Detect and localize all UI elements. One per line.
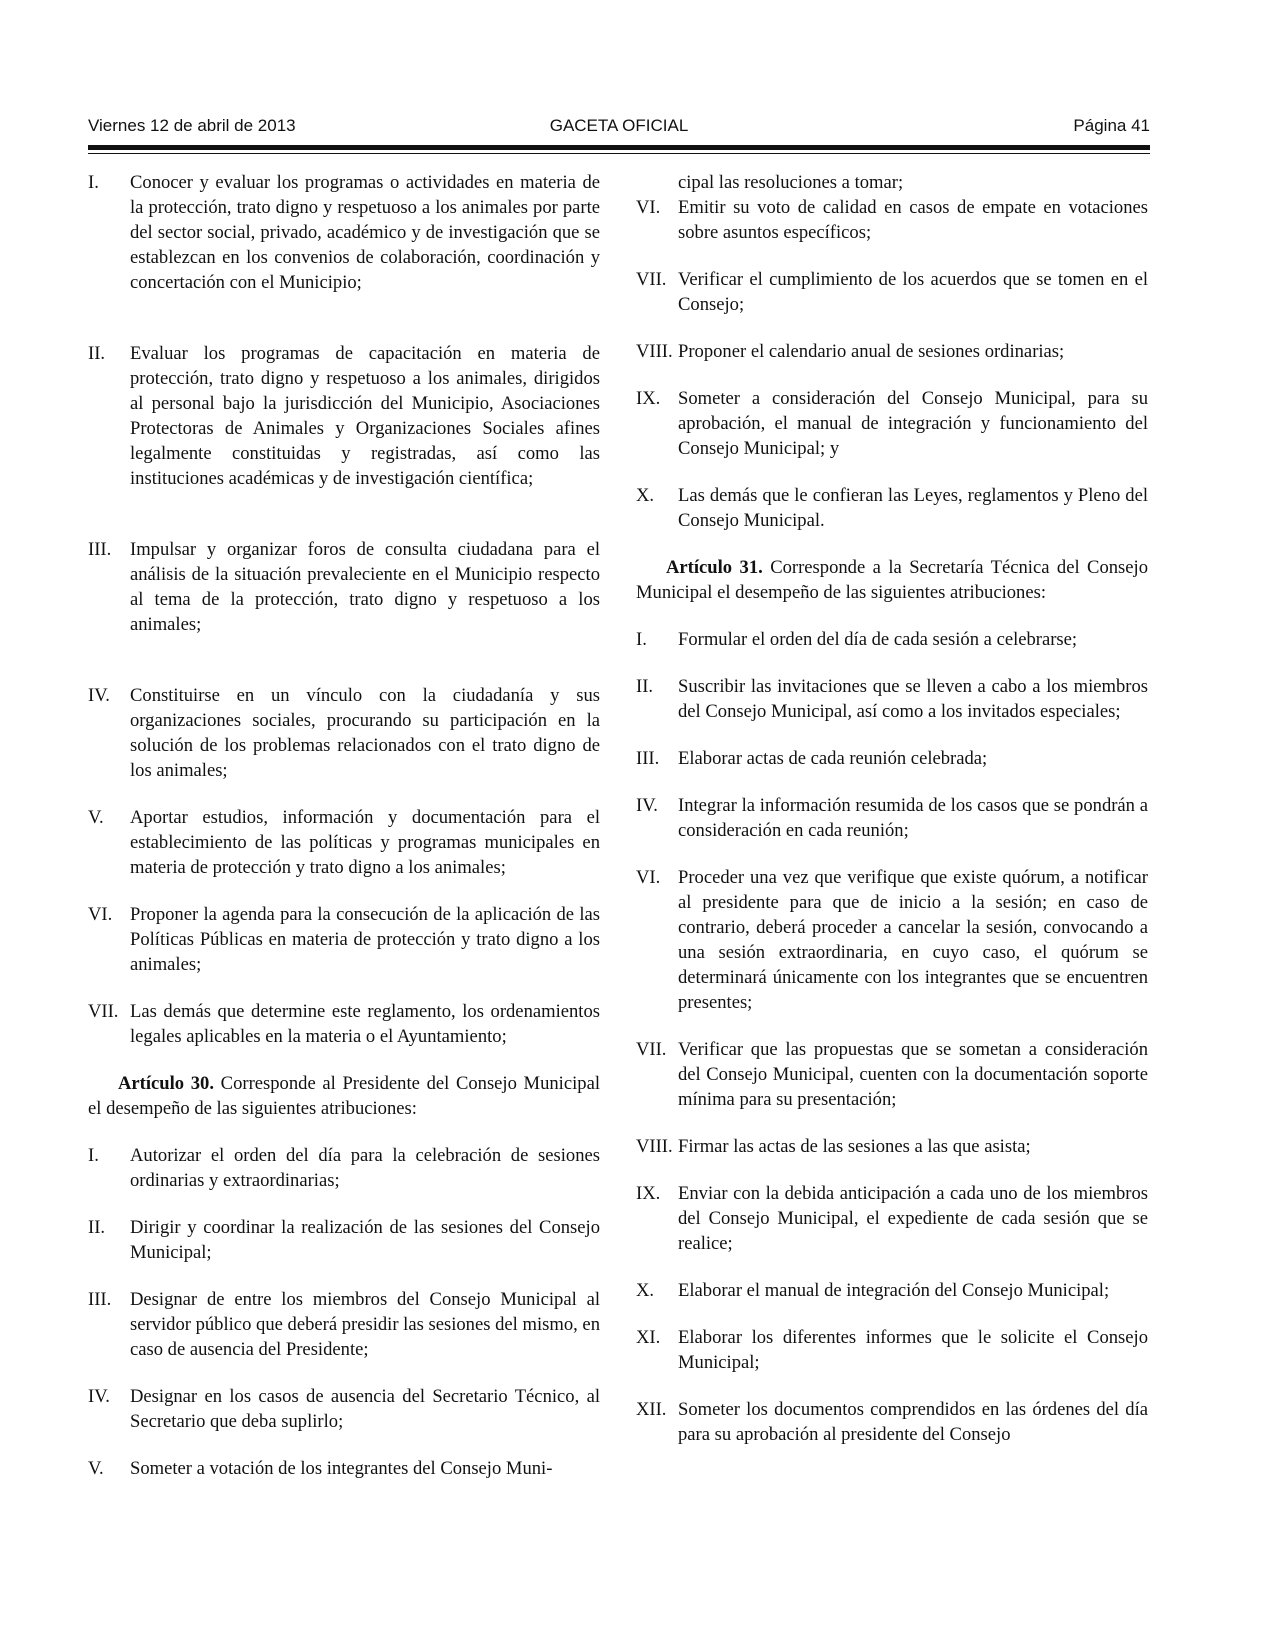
- article-30-paragraph: [88, 1071, 600, 1121]
- item-text: Designar en los casos de ausencia del Secretario Técnico, al Secretario que deba suplirlo;: [130, 1386, 600, 1432]
- item-text: Someter los documentos comprendidos en las órdenes del día para su aprobación al presidente del Consejo: [678, 1399, 1148, 1445]
- item-text: Formular el orden del día de cada sesión a celebrarse;: [678, 629, 1078, 650]
- item-text: Proponer la agenda para la consecución de la aplicación de las Políticas Públicas en materia de protección y trato digno a los animales;: [130, 904, 600, 975]
- item-number: XI.: [636, 1327, 661, 1348]
- list-item: [636, 1134, 1148, 1159]
- list-item: [88, 1215, 600, 1265]
- item-text: Proceder una vez que verifique que existe quórum, a notificar al presidente para que de inicio a la sesión; en caso de contrario, deberá proceder a cancelar la sesión, convocando a una sesión extraordinaria, en cuyo caso, el quórum se determinará únicamente con los integrantes que se encuentren presentes;: [678, 867, 1148, 1013]
- item-number: VII.: [88, 1001, 119, 1022]
- list-item: [636, 339, 1148, 364]
- item-text: Evaluar los programas de capacitación en materia de protección, trato digno y respetuoso a los animales, dirigidos al personal bajo la jurisdicción del Municipio, Asociaciones Protectoras de Animales y Organizaciones Sociales afines legalmente constituidas y registradas, así como las instituciones académicas y de investigación científica;: [130, 343, 600, 489]
- list-item: [88, 1143, 600, 1193]
- item-text: Verificar que las propuestas que se sometan a consideración del Consejo Municipal, cuenten con la documentación soporte mínima para su presentación;: [678, 1039, 1148, 1110]
- item-text: Elaborar actas de cada reunión celebrada;: [678, 748, 988, 769]
- list-item: [88, 902, 600, 977]
- item-text: Elaborar el manual de integración del Consejo Municipal;: [678, 1280, 1110, 1301]
- right-column: [636, 170, 1148, 1447]
- item-number: VI.: [88, 904, 113, 925]
- item-number: II.: [88, 1217, 106, 1238]
- item-text: Someter a votación de los integrantes del Consejo Muni-: [130, 1458, 553, 1479]
- item-text: Aportar estudios, información y documentación para el establecimiento de las políticas y programas municipales en materia de protección y trato digno a los animales;: [130, 807, 600, 878]
- list-item: [636, 746, 1148, 771]
- item-number: VII.: [636, 269, 667, 290]
- item-text: Dirigir y coordinar la realización de las sesiones del Consejo Municipal;: [130, 1217, 600, 1263]
- list-item: [636, 1181, 1148, 1256]
- article-31-paragraph: [636, 555, 1148, 605]
- item-number: VIII.: [636, 341, 673, 362]
- list-item: [636, 195, 1148, 245]
- page-header: [88, 116, 1150, 140]
- item-text: Conocer y evaluar los programas o actividades en materia de la protección, trato digno y respetuoso a los animales por parte del sector social, privado, académico y de investigación que se establezcan en los convenios de colaboración, coordinación y concertación con el Municipio;: [130, 172, 600, 293]
- item-number: I.: [88, 1145, 99, 1166]
- header-date: Viernes 12 de abril de 2013: [88, 116, 296, 135]
- list-item: [88, 170, 600, 295]
- item-number: VIII.: [636, 1136, 673, 1157]
- list-item: [88, 999, 600, 1049]
- article-31-text: Corresponde a la Secretaría Técnica del Consejo Municipal el desempeño de las siguientes atribuciones:: [636, 557, 1148, 603]
- item-text: Autorizar el orden del día para la celebración de sesiones ordinarias y extraordinarias;: [130, 1145, 600, 1191]
- item-number: VII.: [636, 1039, 667, 1060]
- header-title: GACETA OFICIAL: [549, 116, 689, 135]
- item-text: Proponer el calendario anual de sesiones ordinarias;: [678, 341, 1065, 362]
- list-item: [636, 267, 1148, 317]
- left-column: [88, 170, 600, 1481]
- header-page-number: Página 41: [1073, 116, 1150, 135]
- item-number: III.: [88, 539, 112, 560]
- item-text: Verificar el cumplimiento de los acuerdos que se tomen en el Consejo;: [678, 269, 1148, 315]
- list-item: [636, 1278, 1148, 1303]
- item-number: II.: [636, 676, 654, 697]
- item-text: Impulsar y organizar foros de consulta ciudadana para el análisis de la situación prevaleciente en el Municipio respecto al tema de la protección, trato digno y respetuoso a los animales;: [130, 539, 600, 635]
- list-item: [636, 386, 1148, 461]
- item-number: VI.: [636, 867, 661, 888]
- list-item: [88, 683, 600, 783]
- list-item: [88, 537, 600, 637]
- item-number: III.: [88, 1289, 112, 1310]
- list-item: [88, 1456, 600, 1481]
- item-number: IV.: [88, 685, 110, 706]
- list-item: [88, 341, 600, 491]
- list-item: [636, 627, 1148, 652]
- item-text: Las demás que le confieran las Leyes, reglamentos y Pleno del Consejo Municipal.: [678, 485, 1148, 531]
- item-number: IV.: [636, 795, 658, 816]
- list-item: [636, 793, 1148, 843]
- item-number: IX.: [636, 1183, 661, 1204]
- article-30-label: Artículo 30.: [118, 1073, 215, 1094]
- item-number: IX.: [636, 388, 661, 409]
- item-text: Someter a consideración del Consejo Municipal, para su aprobación, el manual de integración y funcionamiento del Consejo Municipal; y: [678, 388, 1148, 459]
- list-item: [88, 1384, 600, 1434]
- item-text: Elaborar los diferentes informes que le solicite el Consejo Municipal;: [678, 1327, 1148, 1373]
- list-item: [88, 1287, 600, 1362]
- item-text: Firmar las actas de las sesiones a las que asista;: [678, 1136, 1031, 1157]
- list-item: [636, 1325, 1148, 1375]
- item-number: II.: [88, 343, 106, 364]
- item-number: X.: [636, 1280, 655, 1301]
- item-text: Emitir su voto de calidad en casos de empate en votaciones sobre asuntos específicos;: [678, 197, 1148, 243]
- list-item: [636, 1397, 1148, 1447]
- item-text: Constituirse en un vínculo con la ciudadanía y sus organizaciones sociales, procurando su participación en la solución de los problemas relacionados con el trato digno de los animales;: [130, 685, 600, 781]
- header-rule-thick: [88, 145, 1150, 150]
- list-item: [636, 483, 1148, 533]
- item-text: Enviar con la debida anticipación a cada uno de los miembros del Consejo Municipal, el expediente de cada sesión que se realice;: [678, 1183, 1148, 1254]
- item-number: VI.: [636, 197, 661, 218]
- header-rule-thin: [88, 153, 1150, 154]
- item-text: Integrar la información resumida de los casos que se pondrán a consideración en cada reunión;: [678, 795, 1148, 841]
- list-item: [636, 865, 1148, 1015]
- item-number: IV.: [88, 1386, 110, 1407]
- list-item: [636, 1037, 1148, 1112]
- item-number: X.: [636, 485, 655, 506]
- list-item: [88, 805, 600, 880]
- item-number: III.: [636, 748, 660, 769]
- item-text: Designar de entre los miembros del Consejo Municipal al servidor público que deberá presidir las sesiones del mismo, en caso de ausencia del Presidente;: [130, 1289, 600, 1360]
- item-number: XII.: [636, 1399, 667, 1420]
- item-continuation: cipal las resoluciones a tomar;: [678, 172, 904, 193]
- item-number: V.: [88, 1458, 104, 1479]
- article-31-label: Artículo 31.: [666, 557, 763, 578]
- item-number: I.: [88, 172, 99, 193]
- item-number: V.: [88, 807, 104, 828]
- item-text: Las demás que determine este reglamento, los ordenamientos legales aplicables en la materia o el Ayuntamiento;: [130, 1001, 600, 1047]
- list-item: [636, 674, 1148, 724]
- article-30-text: Corresponde al Presidente del Consejo Municipal el desempeño de las siguientes atribuciones:: [88, 1073, 600, 1119]
- item-text: Suscribir las invitaciones que se lleven a cabo a los miembros del Consejo Municipal, así como a los invitados especiales;: [678, 676, 1148, 722]
- item-number: I.: [636, 629, 647, 650]
